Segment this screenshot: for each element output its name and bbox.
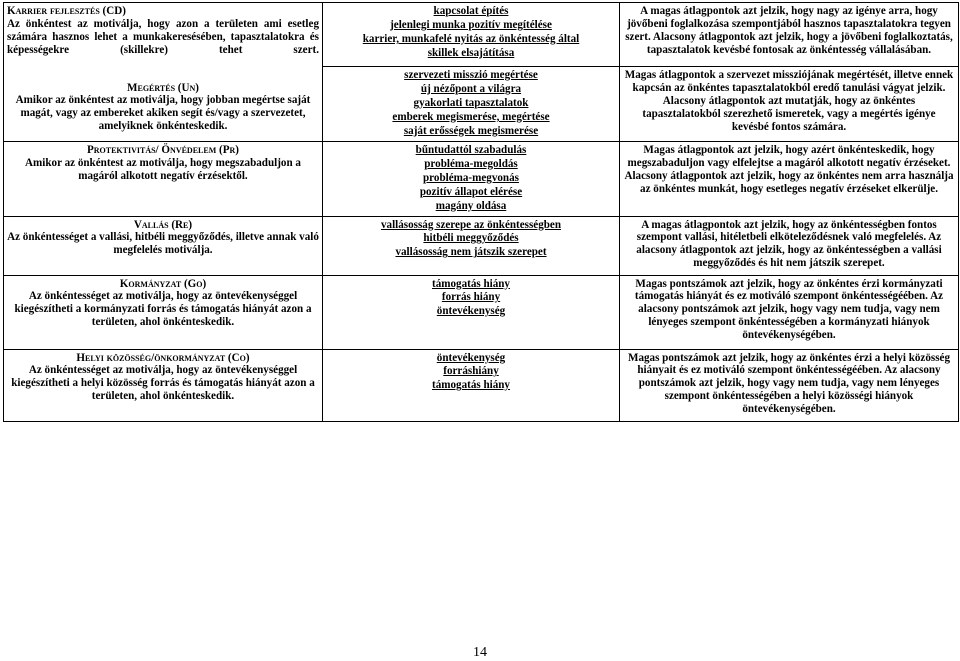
items-cell-re — [323, 216, 620, 275]
interpretation-cell-cd: A magas átlagpontok azt jelzik, hogy nagy az igénye arra, hogy jövőbeni foglalkozása szempontjából hasznos tapasztalatokra tegyen szert. Alacsony átlagpontok azt jelzik, hogy a jövőbeni foglalkoztatás, tapasztalatok kevésbé fontosak az önkéntesség vállalásában. — [620, 3, 959, 67]
list-item: gyakorlati tapasztalatok — [413, 96, 529, 109]
list-item: bűntudattól szabadulás — [415, 144, 527, 156]
list-item: forrás hiány — [441, 291, 501, 304]
list-item: emberek megismerése, megértése — [392, 110, 550, 123]
items-cell-pr — [323, 142, 620, 217]
list-item: probléma-megoldás — [424, 157, 518, 170]
list-item: forráshiány — [443, 365, 499, 378]
list-item: saját erősségek megismerése — [403, 124, 539, 137]
section-title-co: Helyi közösség/önkormányzat (Co) — [76, 351, 250, 364]
interpretation-cell-co: Magas pontszámok azt jelzik, hogy az önkéntes érzi a helyi közösség hiányait és ez motiváló szempont önkéntességéében. Az alacsony pontszámok azt jelzik, hogy vagy nem tudja, vagy nem lényeges szempont önkéntességében a helyi közösségi hiányok öntevékenységében. — [620, 349, 959, 421]
interpretation-cell-un: Magas átlagpontok a szervezet missziójának megértését, illetve ennek kapcsán az önkéntes tapasztalatokból eredő tanulási vágyat jelzik. Alacsony átlagpontok azt mutatják, hogy az önkéntes tapasztalatokból szerezhető ismeretek, vagy a megértés igénye kevésbé fontos számára. — [620, 67, 959, 142]
items-cell-co — [323, 349, 620, 421]
items-cell-go — [323, 275, 620, 349]
section-title-un: Megértés (Un) — [127, 81, 199, 94]
interpretation-cell-pr: Magas átlagpontok azt jelzik, hogy azért önkénteskedik, hogy megszabaduljon vagy elfelejtse a magáról alkotott negatív érzéseket. Alacsony átlagpontok azt jelzik, hogy az önkéntes nem arra használja az önkéntes munkát, hogy esetleges negatív érzéseket elkerülje. — [620, 142, 959, 217]
list-item: vallásosság nem játszik szerepet — [395, 246, 547, 259]
motivation-table — [3, 2, 959, 422]
list-item: skillek elsajátítása — [427, 46, 515, 59]
list-item: támogatás hiány — [432, 379, 510, 392]
table-row — [4, 3, 959, 67]
section-title-cd: Karrier fejlesztés (CD) — [7, 5, 126, 17]
table-row — [4, 142, 959, 217]
motivation-cell-co — [4, 349, 323, 421]
motivation-cell-re — [4, 216, 323, 275]
page-number: 14 — [473, 645, 487, 660]
section-desc-go: Az önkéntességet az motiválja, hogy az öntevékenységgel kiegészítheti a kormányzati forrás és támogatás hiányát azon a területen, ahol önkénteskedik. — [14, 290, 312, 329]
motivation-cell-go — [4, 275, 323, 349]
motivation-cell-cd-un — [4, 3, 323, 142]
list-item: jelenlegi munka pozitív megítélése — [390, 18, 552, 31]
section-desc-re: Az önkéntességet a vallási, hitbéli meggyőződés, illetve annak való megfelelés motiválja. — [7, 231, 319, 257]
section-title-re: Vallás (Re) — [133, 218, 193, 231]
list-item: támogatás hiány — [432, 277, 510, 290]
section-desc-pr: Amikor az önkéntest az motiválja, hogy megszabaduljon a magáról alkotott negatív érzésektől. — [25, 156, 301, 182]
list-item: új nézőpont a világra — [420, 82, 522, 95]
table-row — [4, 349, 959, 421]
table-row — [4, 216, 959, 275]
list-item: hitbéli meggyőződés — [423, 232, 519, 245]
list-item: öntevékenység — [436, 351, 506, 364]
list-item: probléma-megvonás — [423, 171, 519, 184]
items-cell-un — [323, 67, 620, 142]
list-item: pozitív állapot elérése — [419, 185, 523, 198]
section-desc-co: Az önkéntességet az motiválja, hogy az öntevékenységgel kiegészítheti a helyi közösség forrás és támogatás hiányát azon a területen, ahol önkénteskedik. — [11, 364, 315, 403]
table-row — [4, 275, 959, 349]
list-item: magány oldása — [435, 199, 507, 212]
list-item: öntevékenység — [436, 305, 506, 318]
items-cell-cd — [323, 3, 620, 67]
list-item: vallásosság szerepe az önkéntességben — [380, 218, 562, 231]
list-item: szervezeti misszió megértése — [404, 69, 538, 81]
list-item: karrier, munkafelé nyitás az önkéntesség által — [362, 32, 580, 45]
section-title-go: Kormányzat (Go) — [119, 277, 207, 290]
list-item: kapcsolat építés — [433, 5, 509, 17]
section-title-pr: Protektivitás/ Önvédelem (Pr) — [86, 144, 239, 156]
section-desc-un: Amikor az önkéntest az motiválja, hogy jobban megértse saját magát, vagy az embereket akiken segít és/vagy a szervezetet, amelyiknek önkénteskedik. — [15, 94, 311, 133]
interpretation-cell-go: Magas pontszámok azt jelzik, hogy az önkéntes érzi kormányzati támogatás hiányát és ez motiváló szempont önkéntességéében. Az alacsony pontszámok azt jelzik, hogy vagy nem tudja, vagy nem lényeges szempont önkéntességében a kormányzati hiányok öntevékenységében. — [620, 275, 959, 349]
interpretation-cell-re: A magas átlagpontok azt jelzik, hogy az önkéntességben fontos szempont vallási, hitéletbeli elköteleződésnek való megfelelés. Az alacsony átlagpontok azt jelzik, hogy az önkéntességben a vallási meggyőződés és hit nem játszik szerepet. — [620, 216, 959, 275]
motivation-cell-pr — [4, 142, 323, 217]
section-desc-cd: Az önkéntest az motiválja, hogy azon a területen ami esetleg számára hasznos lehet a munkakeresésében, tapasztalatokra és képességekre (skillekre) tehet szert. — [7, 17, 319, 56]
